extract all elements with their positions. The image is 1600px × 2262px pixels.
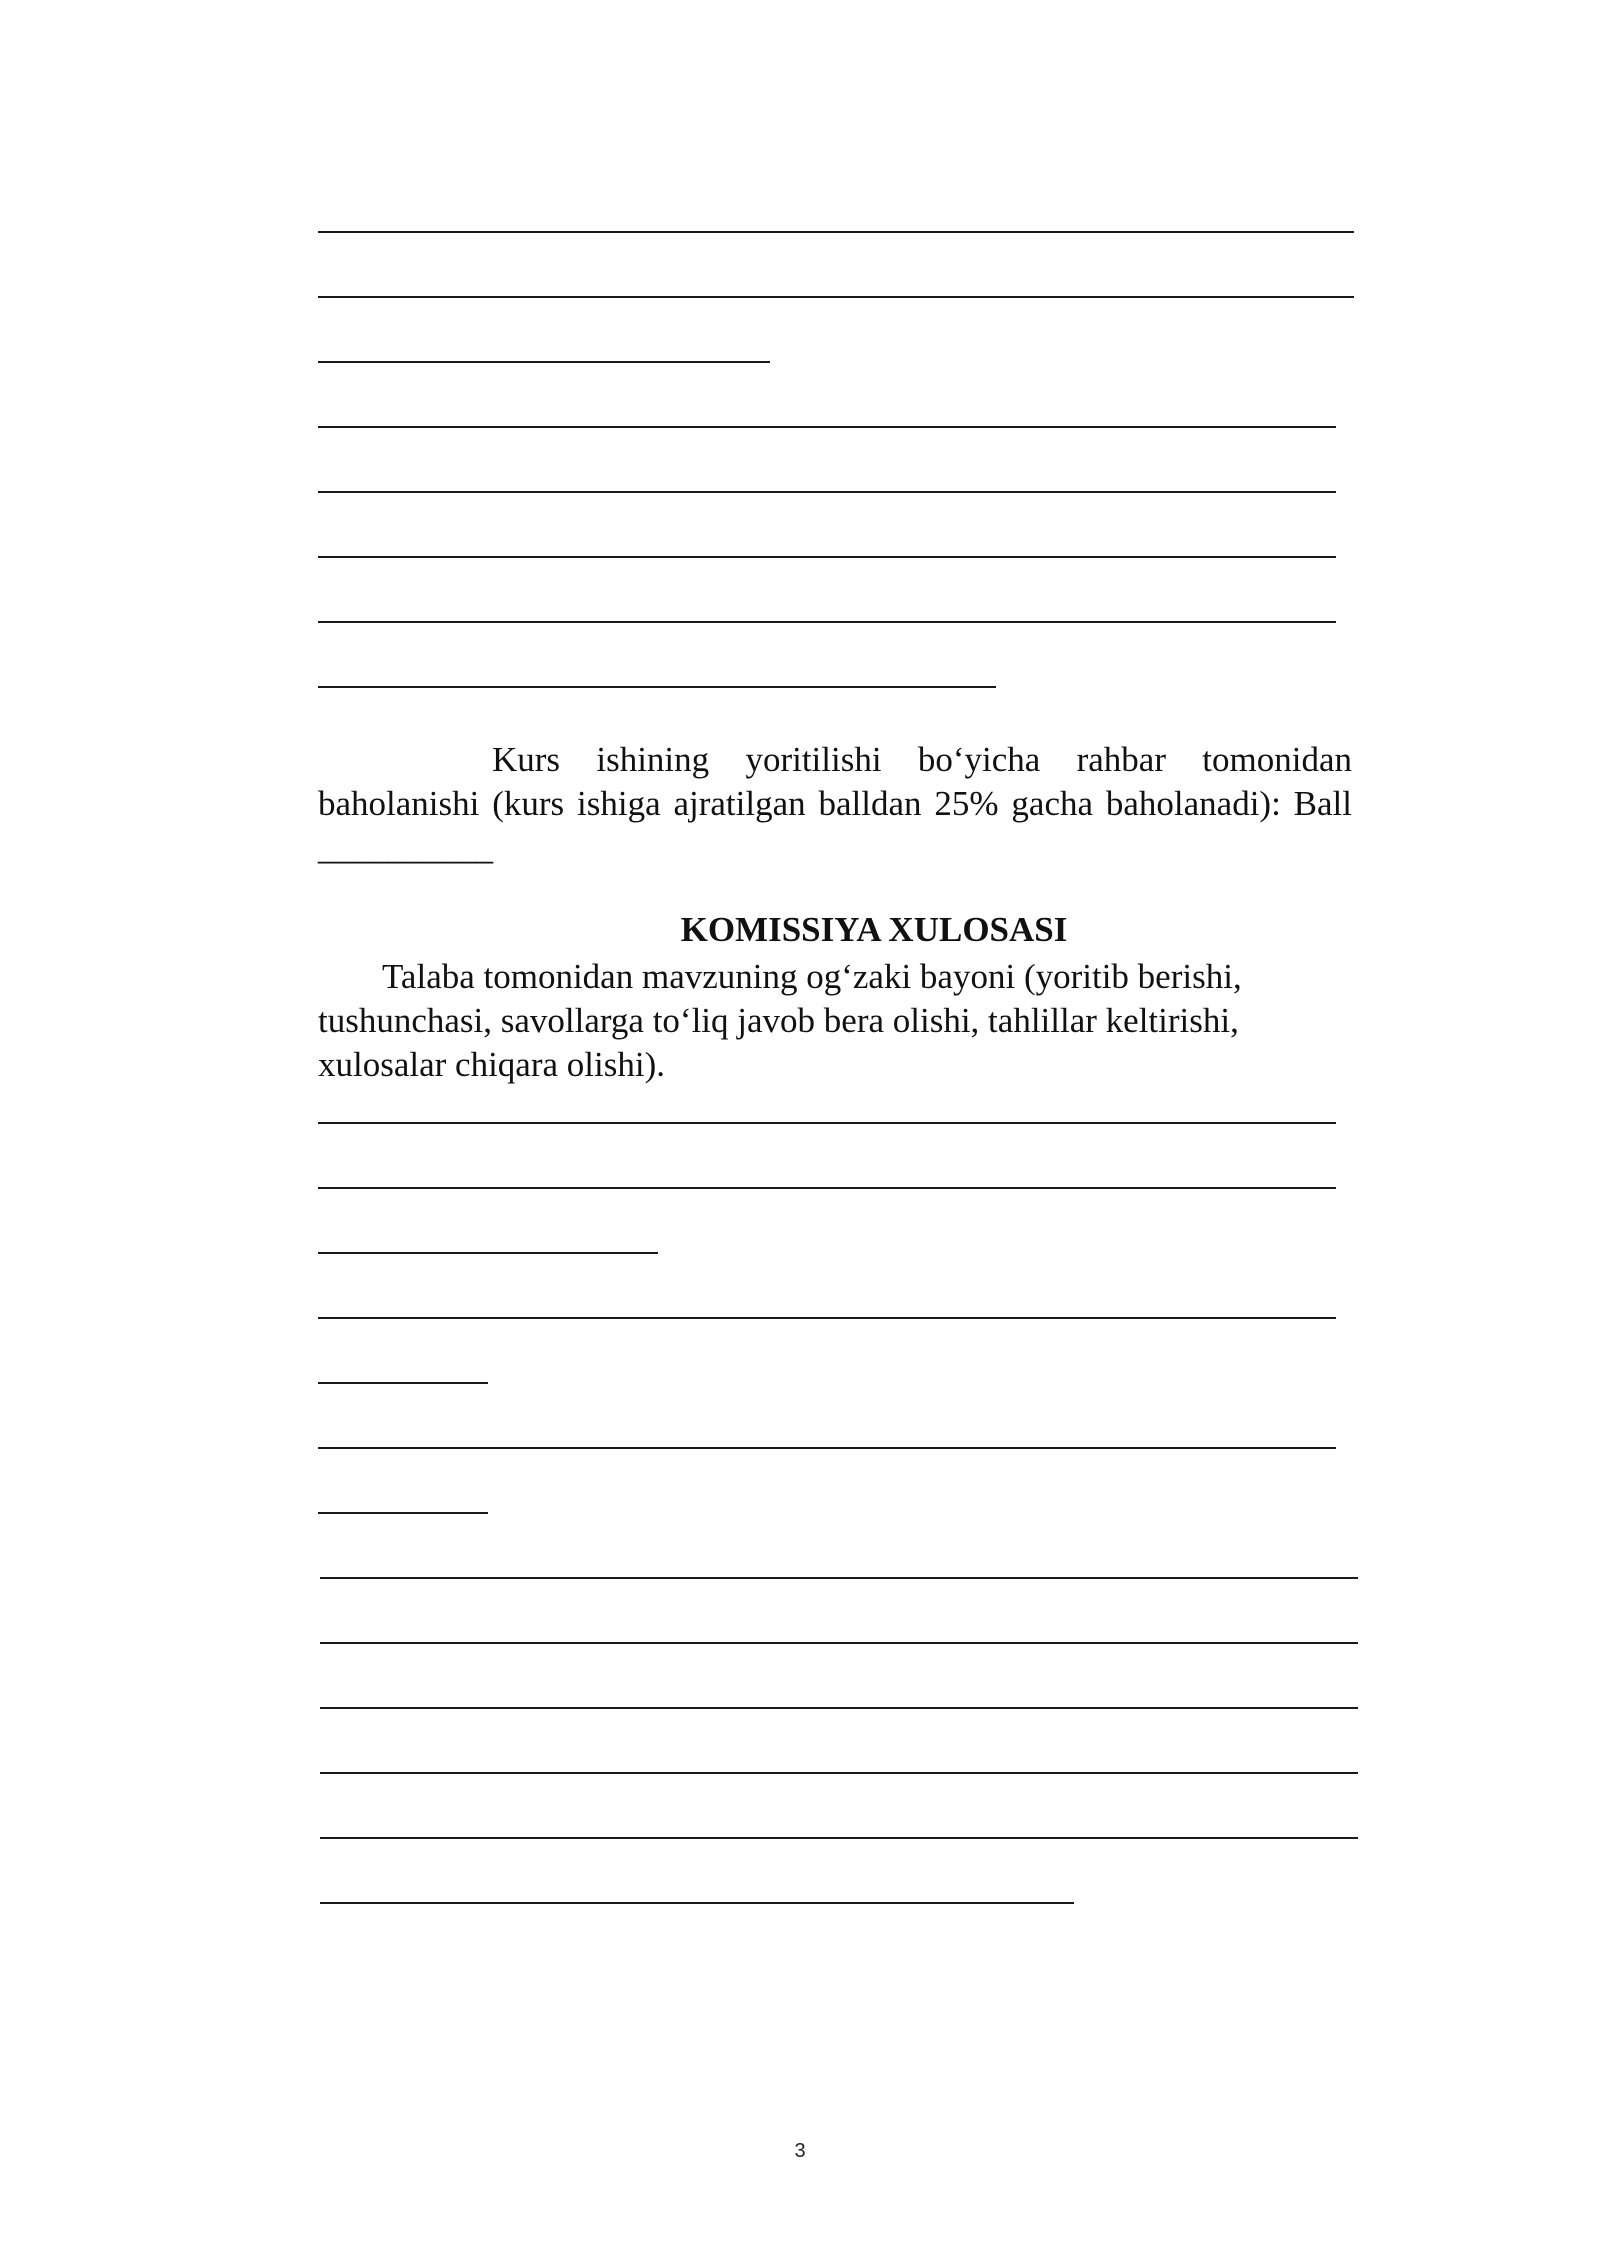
blank-line <box>318 1512 488 1514</box>
blank-line <box>318 1187 1336 1189</box>
blank-line <box>318 556 1336 558</box>
blank-line <box>318 491 1336 493</box>
commission-text: Talaba tomonidan mavzuning og‘zaki bayoni (yoritib berishi, tushunchasi, savollarga to‘liq javob bera olishi, tahlillar keltirishi, xulosalar chiqara olishi). <box>318 957 1242 1084</box>
blank-line <box>318 296 1354 298</box>
blank-line <box>318 621 1336 623</box>
blank-line <box>320 1642 1358 1644</box>
blank-line <box>318 1447 1336 1449</box>
blank-line <box>318 1382 488 1384</box>
blank-line <box>320 1577 1358 1579</box>
blank-line <box>320 1707 1358 1709</box>
supervisor-assessment-text: Kurs ishining yoritilishi bo‘yicha rahbar tomonidan baholanishi (kurs ishiga ajratilgan balldan 25% gacha baholanadi): Ball __________ <box>318 740 1352 867</box>
blank-line <box>318 231 1354 233</box>
blank-line <box>320 1902 1074 1904</box>
page-number: 3 <box>794 2140 806 2162</box>
blank-line <box>318 361 770 363</box>
blank-line <box>318 1122 1336 1124</box>
blank-line <box>318 1252 658 1254</box>
blank-line <box>320 1837 1358 1839</box>
blank-line <box>318 426 1336 428</box>
commission-heading: KOMISSIYA XULOSASI <box>680 910 1068 949</box>
blank-line <box>318 1317 1336 1319</box>
blank-line <box>318 686 996 688</box>
blank-line <box>320 1772 1358 1774</box>
